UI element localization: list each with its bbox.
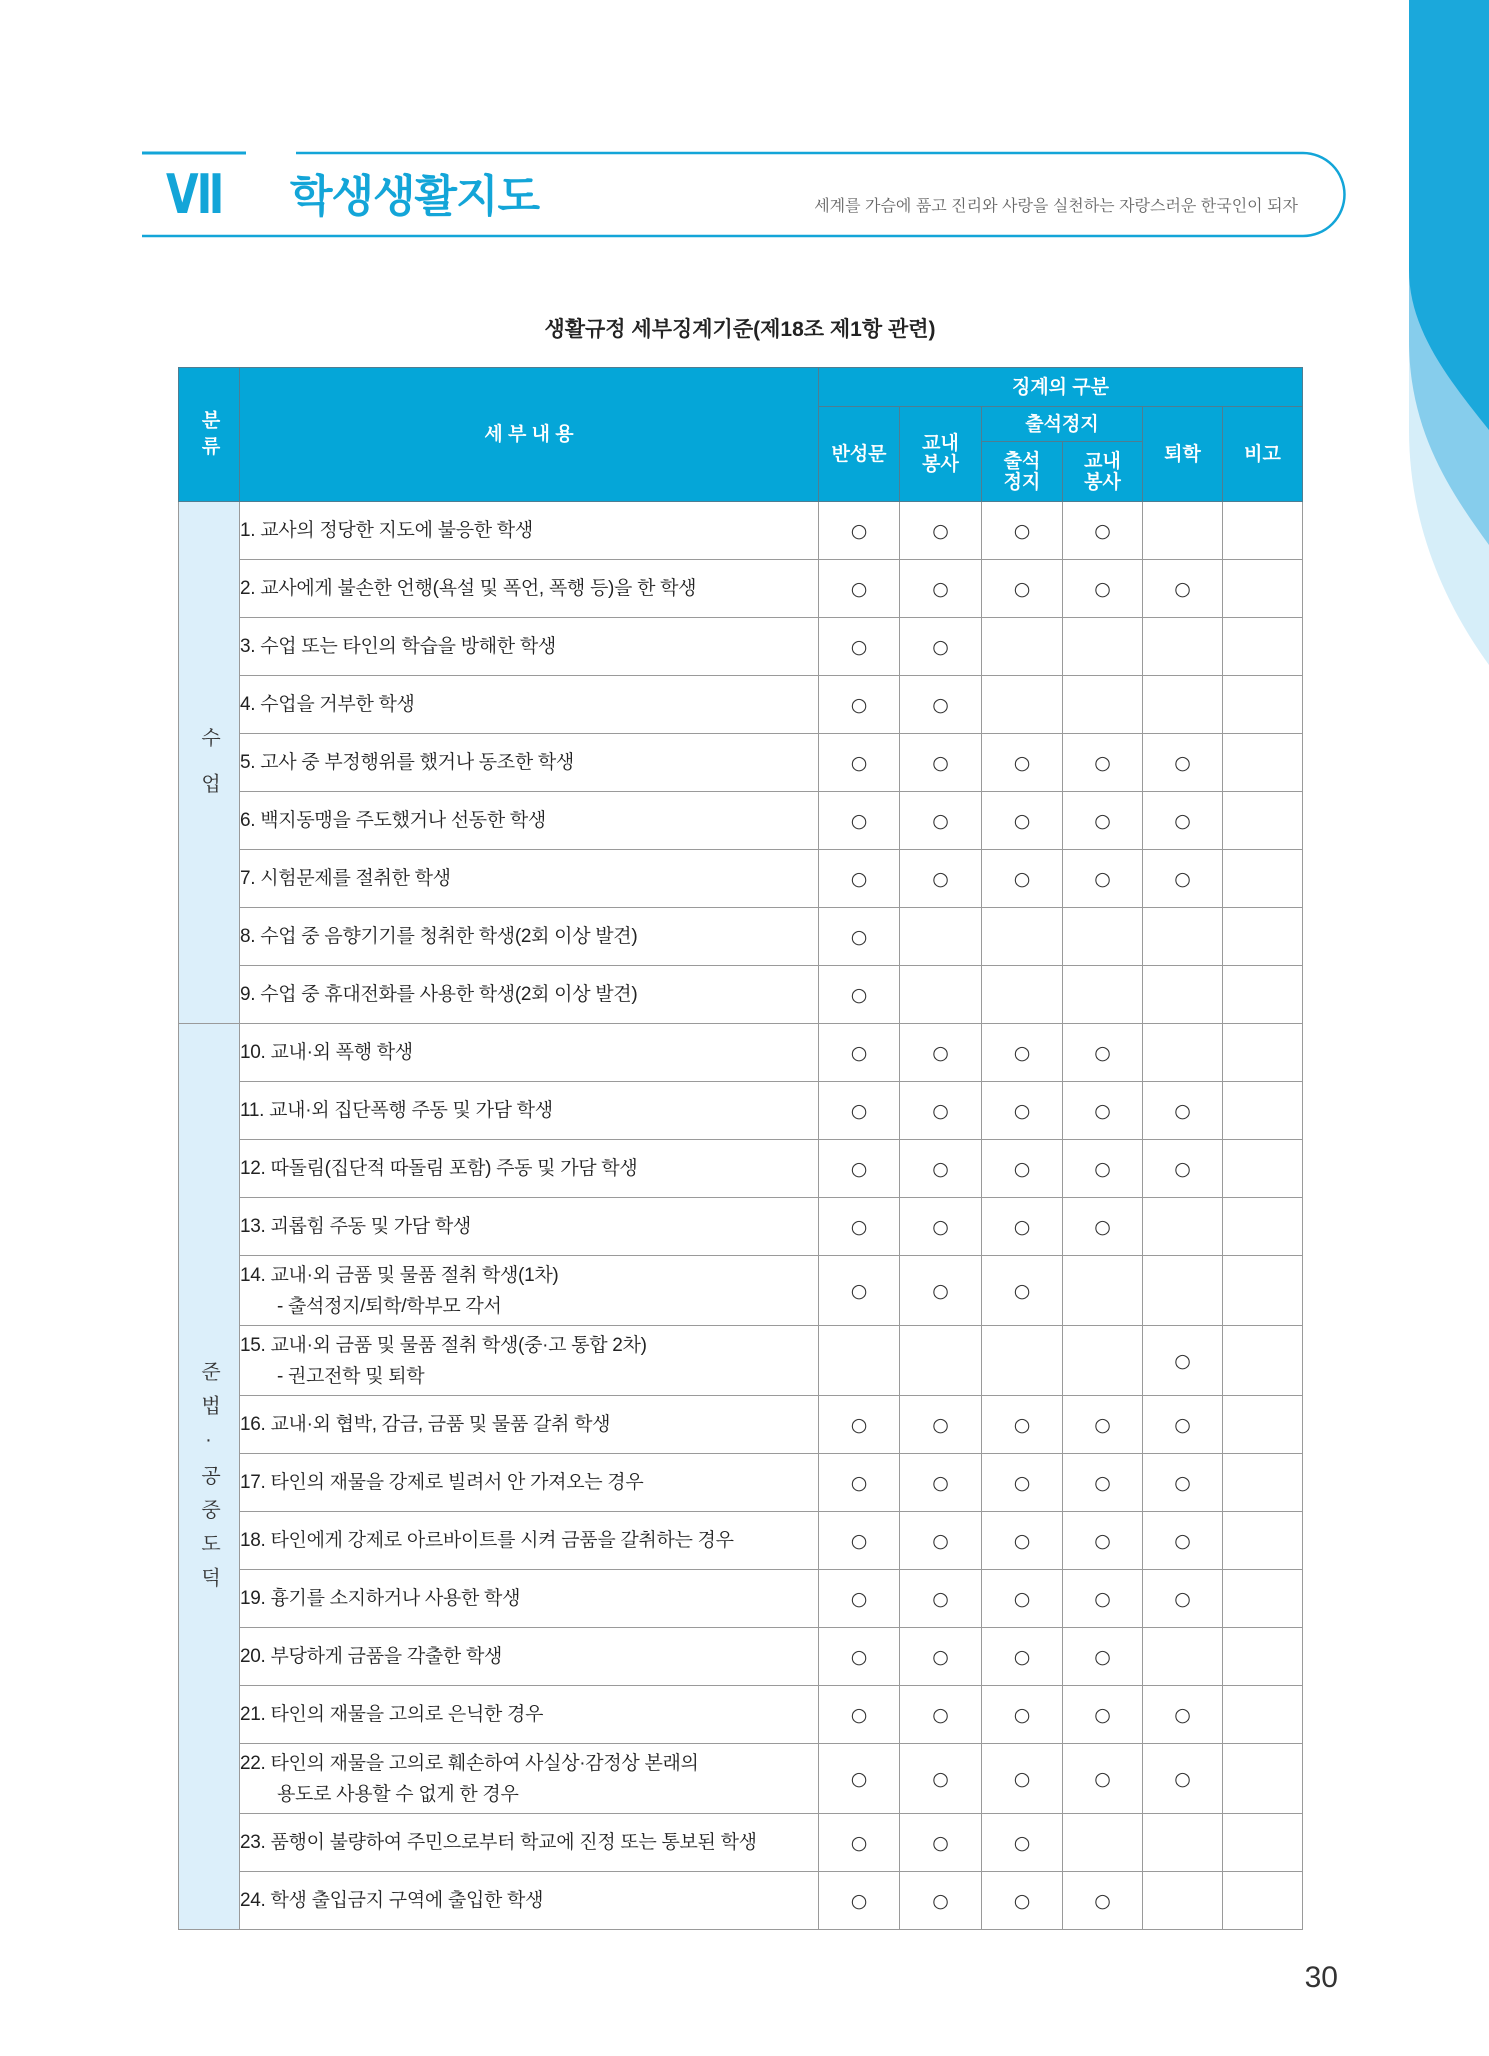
table-row — [179, 1198, 1303, 1256]
mark-in-school-service: ○ — [1063, 850, 1143, 908]
detail-cell — [240, 792, 819, 850]
detail-cell — [240, 1570, 819, 1628]
mark-suspension — [982, 676, 1063, 734]
table-caption: 생활규정 세부징계기준(제18조 제1항 관련) — [544, 318, 936, 341]
mark-school-service: ○ — [900, 1024, 982, 1082]
mark-school-service: ○ — [900, 1256, 982, 1326]
mark-reflection: ○ — [819, 1198, 900, 1256]
mark-in-school-service — [1063, 618, 1143, 676]
mark-expulsion: ○ — [1143, 734, 1223, 792]
header-discipline-group: 징계의 구분 — [819, 368, 1303, 407]
detail-text: 18. 타인에게 강제로 아르바이트를 시켜 금품을 갈취하는 경우 — [240, 1529, 734, 1551]
remarks-cell — [1223, 502, 1303, 560]
page-number: 30 — [1304, 1961, 1338, 1994]
remarks-cell — [1223, 1396, 1303, 1454]
detail-text: 6. 백지동맹을 주도했거나 선동한 학생 — [240, 809, 546, 831]
mark-suspension: ○ — [982, 1512, 1063, 1570]
mark-in-school-service: ○ — [1063, 1454, 1143, 1512]
mark-reflection: ○ — [819, 1628, 900, 1686]
detail-text: 19. 흉기를 소지하거나 사용한 학생 — [240, 1587, 521, 1609]
mark-reflection: ○ — [819, 1256, 900, 1326]
table-row — [179, 1744, 1303, 1814]
table-row — [179, 618, 1303, 676]
mark-suspension — [982, 1326, 1063, 1396]
table-row — [179, 850, 1303, 908]
detail-text: 7. 시험문제를 절취한 학생 — [240, 867, 451, 889]
mark-in-school-service — [1063, 676, 1143, 734]
detail-text: 15. 교내·외 금품 및 물품 절취 학생(중·고 통합 2차) — [240, 1334, 647, 1356]
mark-in-school-service: ○ — [1063, 1198, 1143, 1256]
detail-cell — [240, 1326, 819, 1396]
mark-expulsion — [1143, 1198, 1223, 1256]
mark-expulsion: ○ — [1143, 1686, 1223, 1744]
detail-subtext: 용도로 사용할 수 없게 한 경우 — [277, 1783, 519, 1805]
detail-text: 13. 괴롭힘 주동 및 가담 학생 — [240, 1215, 471, 1237]
mark-suspension: ○ — [982, 1256, 1063, 1326]
mark-reflection: ○ — [819, 1140, 900, 1198]
mark-in-school-service: ○ — [1063, 734, 1143, 792]
header-suspension — [982, 442, 1063, 502]
mark-suspension: ○ — [982, 560, 1063, 618]
mark-expulsion: ○ — [1143, 1454, 1223, 1512]
mark-school-service: ○ — [900, 1872, 982, 1930]
mark-suspension: ○ — [982, 1814, 1063, 1872]
remarks-cell — [1223, 1198, 1303, 1256]
detail-cell — [240, 1744, 819, 1814]
mark-school-service — [900, 1326, 982, 1396]
header-category-label: 분류 — [198, 409, 220, 462]
mark-school-service: ○ — [900, 560, 982, 618]
mark-in-school-service — [1063, 908, 1143, 966]
detail-cell — [240, 1872, 819, 1930]
remarks-cell — [1223, 618, 1303, 676]
header-category — [179, 368, 240, 502]
remarks-cell — [1223, 908, 1303, 966]
table-row — [179, 676, 1303, 734]
detail-text: 23. 품행이 불량하여 주민으로부터 학교에 진정 또는 통보된 학생 — [240, 1831, 757, 1853]
remarks-cell — [1223, 1570, 1303, 1628]
category-label: 수업 — [197, 726, 220, 819]
detail-subtext: - 출석정지/퇴학/학부모 각서 — [277, 1295, 502, 1317]
mark-reflection: ○ — [819, 1570, 900, 1628]
category-cell — [179, 502, 240, 1024]
detail-subtext: - 권고전학 및 퇴학 — [277, 1365, 425, 1387]
detail-text: 1. 교사의 정당한 지도에 불응한 학생 — [240, 519, 533, 541]
table-row — [179, 1454, 1303, 1512]
detail-cell — [240, 1198, 819, 1256]
detail-text: 21. 타인의 재물을 고의로 은닉한 경우 — [240, 1703, 544, 1725]
remarks-cell — [1223, 676, 1303, 734]
mark-in-school-service: ○ — [1063, 792, 1143, 850]
header-suspension-line2: 정지 — [1003, 471, 1041, 493]
table-row — [179, 1256, 1303, 1326]
mark-expulsion — [1143, 1628, 1223, 1686]
mark-school-service — [900, 908, 982, 966]
mark-expulsion: ○ — [1143, 1744, 1223, 1814]
mark-expulsion — [1143, 908, 1223, 966]
mark-in-school-service — [1063, 1256, 1143, 1326]
remarks-cell — [1223, 1256, 1303, 1326]
mark-reflection — [819, 1326, 900, 1396]
header-in-school-service-line2: 봉사 — [1084, 471, 1121, 493]
mark-suspension: ○ — [982, 1570, 1063, 1628]
mark-reflection: ○ — [819, 1082, 900, 1140]
mark-expulsion: ○ — [1143, 850, 1223, 908]
mark-suspension: ○ — [982, 1140, 1063, 1198]
mark-expulsion — [1143, 1814, 1223, 1872]
mark-school-service: ○ — [900, 1454, 982, 1512]
remarks-cell — [1223, 1872, 1303, 1930]
mark-suspension: ○ — [982, 792, 1063, 850]
table-row — [179, 908, 1303, 966]
mark-in-school-service: ○ — [1063, 1082, 1143, 1140]
mark-suspension: ○ — [982, 1396, 1063, 1454]
header-suspension-line1: 출석 — [1003, 450, 1041, 472]
remarks-cell — [1223, 792, 1303, 850]
mark-in-school-service: ○ — [1063, 1872, 1143, 1930]
table-row — [179, 502, 1303, 560]
detail-cell — [240, 1454, 819, 1512]
detail-text: 8. 수업 중 음향기기를 청취한 학생(2회 이상 발견) — [240, 925, 638, 947]
chapter-numeral: Ⅶ — [166, 163, 225, 226]
mark-reflection: ○ — [819, 676, 900, 734]
detail-cell — [240, 1628, 819, 1686]
table-row — [179, 1396, 1303, 1454]
mark-in-school-service: ○ — [1063, 560, 1143, 618]
mark-expulsion — [1143, 618, 1223, 676]
detail-cell — [240, 1140, 819, 1198]
header-row — [179, 368, 1303, 407]
category-label: 준법·공중도덕 — [197, 1360, 220, 1601]
mark-expulsion: ○ — [1143, 1082, 1223, 1140]
discipline-criteria-table — [178, 367, 1303, 1930]
mark-school-service: ○ — [900, 676, 982, 734]
mark-reflection: ○ — [819, 618, 900, 676]
mark-in-school-service: ○ — [1063, 1570, 1143, 1628]
mark-reflection: ○ — [819, 734, 900, 792]
table-row — [179, 966, 1303, 1024]
mark-school-service: ○ — [900, 1686, 982, 1744]
detail-cell — [240, 850, 819, 908]
mark-school-service: ○ — [900, 792, 982, 850]
remarks-cell — [1223, 966, 1303, 1024]
detail-cell — [240, 1256, 819, 1326]
header-reflection: 반성문 — [819, 407, 900, 502]
table-row — [179, 1082, 1303, 1140]
detail-cell — [240, 676, 819, 734]
mark-expulsion — [1143, 1024, 1223, 1082]
mark-reflection: ○ — [819, 1396, 900, 1454]
header-school-service-line2: 봉사 — [922, 454, 959, 475]
detail-cell — [240, 502, 819, 560]
mark-in-school-service — [1063, 1326, 1143, 1396]
mark-reflection: ○ — [819, 1024, 900, 1082]
remarks-cell — [1223, 1024, 1303, 1082]
remarks-cell — [1223, 1628, 1303, 1686]
mark-reflection: ○ — [819, 792, 900, 850]
mark-suspension — [982, 618, 1063, 676]
remarks-cell — [1223, 1454, 1303, 1512]
detail-text: 22. 타인의 재물을 고의로 훼손하여 사실상·감정상 본래의 — [240, 1752, 699, 1774]
table-row — [179, 1872, 1303, 1930]
mark-in-school-service: ○ — [1063, 1140, 1143, 1198]
mark-in-school-service: ○ — [1063, 1686, 1143, 1744]
table-row — [179, 1686, 1303, 1744]
mark-suspension: ○ — [982, 1686, 1063, 1744]
mark-in-school-service: ○ — [1063, 502, 1143, 560]
detail-cell — [240, 618, 819, 676]
table-row — [179, 1570, 1303, 1628]
mark-school-service: ○ — [900, 1628, 982, 1686]
header-school-service-line1: 교내 — [922, 433, 959, 454]
table-row — [179, 560, 1303, 618]
mark-expulsion — [1143, 1256, 1223, 1326]
mark-reflection: ○ — [819, 1512, 900, 1570]
detail-cell — [240, 1686, 819, 1744]
mark-reflection: ○ — [819, 1814, 900, 1872]
mark-reflection: ○ — [819, 502, 900, 560]
mark-in-school-service: ○ — [1063, 1024, 1143, 1082]
school-motto: 세계를 가슴에 품고 진리와 사랑을 실천하는 자랑스러운 한국인이 되자 — [814, 198, 1298, 215]
mark-suspension: ○ — [982, 502, 1063, 560]
table-row — [179, 792, 1303, 850]
mark-school-service: ○ — [900, 1814, 982, 1872]
mark-suspension: ○ — [982, 1082, 1063, 1140]
detail-text: 17. 타인의 재물을 강제로 빌려서 안 가져오는 경우 — [240, 1471, 644, 1493]
header-expulsion: 퇴학 — [1143, 407, 1223, 502]
remarks-cell — [1223, 1326, 1303, 1396]
mark-in-school-service: ○ — [1063, 1396, 1143, 1454]
detail-cell — [240, 560, 819, 618]
mark-reflection: ○ — [819, 1744, 900, 1814]
mark-expulsion — [1143, 966, 1223, 1024]
mark-suspension: ○ — [982, 1454, 1063, 1512]
mark-expulsion: ○ — [1143, 1512, 1223, 1570]
remarks-cell — [1223, 1512, 1303, 1570]
detail-cell — [240, 1512, 819, 1570]
mark-expulsion — [1143, 676, 1223, 734]
mark-reflection: ○ — [819, 850, 900, 908]
mark-expulsion — [1143, 502, 1223, 560]
detail-text: 24. 학생 출입금지 구역에 출입한 학생 — [240, 1889, 544, 1911]
mark-suspension: ○ — [982, 734, 1063, 792]
mark-school-service: ○ — [900, 734, 982, 792]
table-body — [179, 502, 1303, 1930]
mark-expulsion: ○ — [1143, 1326, 1223, 1396]
detail-cell — [240, 1024, 819, 1082]
mark-in-school-service — [1063, 1814, 1143, 1872]
mark-expulsion: ○ — [1143, 1396, 1223, 1454]
mark-in-school-service — [1063, 966, 1143, 1024]
category-cell — [179, 1024, 240, 1930]
remarks-cell — [1223, 1686, 1303, 1744]
remarks-cell — [1223, 1744, 1303, 1814]
detail-cell — [240, 1814, 819, 1872]
table-row — [179, 1628, 1303, 1686]
mark-suspension: ○ — [982, 1198, 1063, 1256]
mark-in-school-service: ○ — [1063, 1512, 1143, 1570]
mark-school-service: ○ — [900, 1140, 982, 1198]
remarks-cell — [1223, 1814, 1303, 1872]
mark-school-service: ○ — [900, 1198, 982, 1256]
header-suspension-group: 출석정지 — [982, 407, 1143, 442]
detail-text: 12. 따돌림(집단적 따돌림 포함) 주동 및 가담 학생 — [240, 1157, 638, 1179]
mark-expulsion: ○ — [1143, 792, 1223, 850]
detail-text: 4. 수업을 거부한 학생 — [240, 693, 415, 715]
header-remarks: 비고 — [1223, 407, 1303, 502]
detail-text: 11. 교내·외 집단폭행 주동 및 가담 학생 — [240, 1099, 553, 1121]
mark-suspension: ○ — [982, 1744, 1063, 1814]
mark-school-service — [900, 966, 982, 1024]
mark-school-service: ○ — [900, 850, 982, 908]
mark-reflection: ○ — [819, 966, 900, 1024]
mark-in-school-service: ○ — [1063, 1628, 1143, 1686]
mark-suspension: ○ — [982, 1024, 1063, 1082]
table-row — [179, 1024, 1303, 1082]
mark-reflection: ○ — [819, 908, 900, 966]
mark-suspension: ○ — [982, 850, 1063, 908]
header-in-school-service-line1: 교내 — [1084, 450, 1121, 472]
chapter-title: 학생생활지도 — [290, 172, 540, 221]
detail-text: 10. 교내·외 폭행 학생 — [240, 1041, 413, 1063]
mark-suspension: ○ — [982, 1872, 1063, 1930]
mark-reflection: ○ — [819, 1686, 900, 1744]
detail-text: 20. 부당하게 금품을 각출한 학생 — [240, 1645, 503, 1667]
remarks-cell — [1223, 560, 1303, 618]
mark-reflection: ○ — [819, 1454, 900, 1512]
header-school-service — [900, 407, 982, 502]
remarks-cell — [1223, 734, 1303, 792]
detail-cell — [240, 908, 819, 966]
remarks-cell — [1223, 1082, 1303, 1140]
mark-expulsion: ○ — [1143, 560, 1223, 618]
mark-suspension: ○ — [982, 1628, 1063, 1686]
mark-reflection: ○ — [819, 1872, 900, 1930]
remarks-cell — [1223, 850, 1303, 908]
table-row — [179, 1140, 1303, 1198]
mark-in-school-service: ○ — [1063, 1744, 1143, 1814]
table-row — [179, 1326, 1303, 1396]
mark-expulsion — [1143, 1872, 1223, 1930]
table-row — [179, 734, 1303, 792]
detail-text: 3. 수업 또는 타인의 학습을 방해한 학생 — [240, 635, 556, 657]
mark-school-service: ○ — [900, 502, 982, 560]
detail-cell — [240, 1082, 819, 1140]
header-details: 세 부 내 용 — [240, 368, 819, 502]
detail-text: 2. 교사에게 불손한 언행(욕설 및 폭언, 폭행 등)을 한 학생 — [240, 577, 697, 599]
detail-text: 9. 수업 중 휴대전화를 사용한 학생(2회 이상 발견) — [240, 983, 638, 1005]
detail-text: 5. 고사 중 부정행위를 했거나 동조한 학생 — [240, 751, 574, 773]
detail-text: 16. 교내·외 협박, 감금, 금품 및 물품 갈취 학생 — [240, 1413, 611, 1435]
detail-cell — [240, 966, 819, 1024]
mark-reflection: ○ — [819, 560, 900, 618]
remarks-cell — [1223, 1140, 1303, 1198]
mark-suspension — [982, 908, 1063, 966]
mark-suspension — [982, 966, 1063, 1024]
header-in-school-service — [1063, 442, 1143, 502]
mark-school-service: ○ — [900, 1570, 982, 1628]
mark-school-service: ○ — [900, 1396, 982, 1454]
mark-school-service: ○ — [900, 618, 982, 676]
table-row — [179, 1512, 1303, 1570]
table-row — [179, 1814, 1303, 1872]
mark-school-service: ○ — [900, 1512, 982, 1570]
mark-school-service: ○ — [900, 1744, 982, 1814]
mark-school-service: ○ — [900, 1082, 982, 1140]
detail-text: 14. 교내·외 금품 및 물품 절취 학생(1차) — [240, 1264, 559, 1286]
detail-cell — [240, 1396, 819, 1454]
detail-cell — [240, 734, 819, 792]
mark-expulsion: ○ — [1143, 1140, 1223, 1198]
mark-expulsion: ○ — [1143, 1570, 1223, 1628]
